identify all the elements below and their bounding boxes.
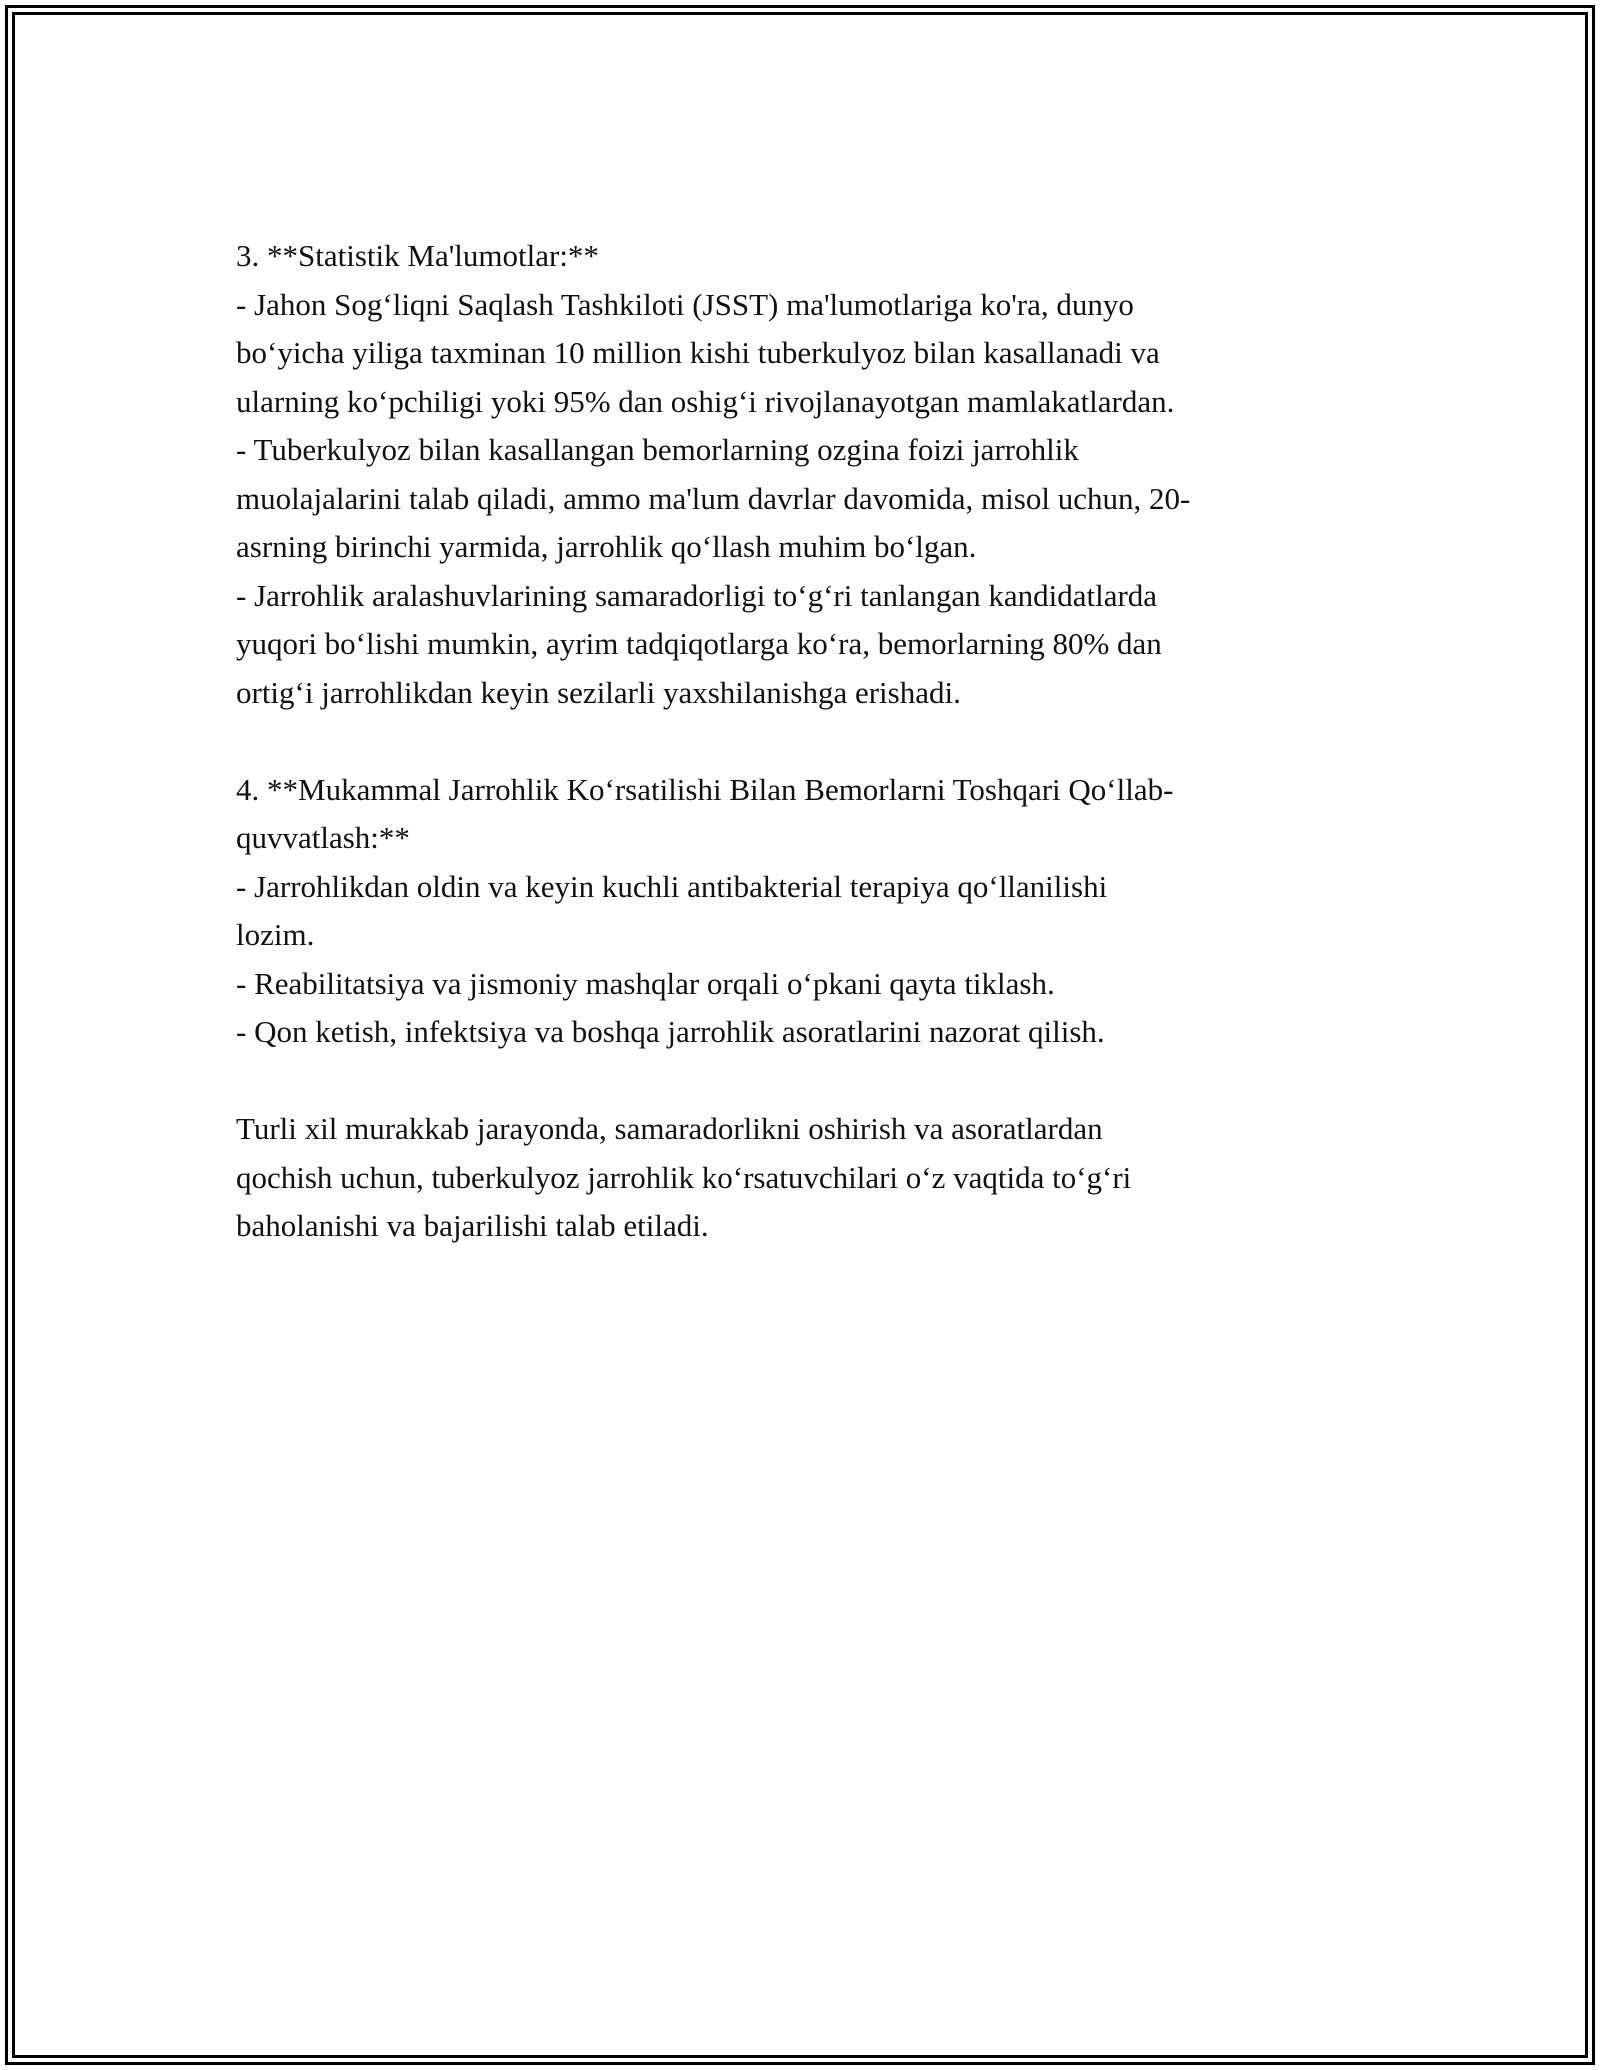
section-heading: 3. **Statistik Ma'lumotlar:** [236, 238, 599, 273]
text-line: baholanishi va bajarilishi talab etiladi. [236, 1208, 709, 1243]
text-line: asrning birinchi yarmida, jarrohlik qo‘llash muhim bo‘lgan. [236, 529, 977, 564]
paragraph-gap [236, 717, 1386, 766]
text-line: - Jarrohlikdan oldin va keyin kuchli antibakterial terapiya qo‘llanilishi [236, 868, 1108, 904]
section-heading: 4. **Mukammal Jarrohlik Ko‘rsatilishi Bilan Bemorlarni Toshqari Qo‘llab- [236, 771, 1174, 807]
text-line: - Reabilitatsiya va jismoniy mashqlar orqali o‘pkani qayta tiklash. [236, 965, 1055, 1001]
text-line: yuqori bo‘lishi mumkin, ayrim tadqiqotlarga ko‘ra, bemorlarning 80% dan [236, 626, 1162, 661]
text-line: lozim. [236, 917, 315, 952]
text-line: ularning ko‘pchiligi yoki 95% dan oshig‘i rivojlanayotgan mamlakatlardan. [236, 383, 1175, 419]
text-line: Turli xil murakkab jarayonda, samaradorlikni oshirish va asoratlardan [236, 1111, 1103, 1146]
text-line: - Jahon Sog‘liqni Saqlash Tashkiloti (JSST) ma'lumotlariga ko'ra, dunyo [236, 286, 1134, 322]
section-patient-support [236, 766, 1386, 1057]
section-heading-continued: quvvatlash:** [236, 820, 410, 855]
text-line: muolajalarini talab qiladi, ammo ma'lum davrlar davomida, misol uchun, 20- [236, 480, 1191, 516]
text-line: - Tuberkulyoz bilan kasallangan bemorlarning ozgina foizi jarrohlik [236, 432, 1079, 467]
text-line: ortig‘i jarrohlikdan keyin sezilarli yaxshilanishga erishadi. [236, 674, 961, 710]
document-body [236, 232, 1386, 1251]
section-statistics [236, 232, 1386, 717]
section-conclusion [236, 1105, 1386, 1251]
text-line: - Jarrohlik aralashuvlarining samaradorligi to‘g‘ri tanlangan kandidatlarda [236, 577, 1158, 613]
text-line: - Qon ketish, infektsiya va boshqa jarrohlik asoratlarini nazorat qilish. [236, 1014, 1105, 1049]
text-line: qochish uchun, tuberkulyoz jarrohlik ko‘rsatuvchilari o‘z vaqtida to‘g‘ri [236, 1159, 1132, 1195]
paragraph-gap [236, 1057, 1386, 1106]
text-line: bo‘yicha yiliga taxminan 10 million kishi tuberkulyoz bilan kasallanadi va [236, 335, 1160, 370]
